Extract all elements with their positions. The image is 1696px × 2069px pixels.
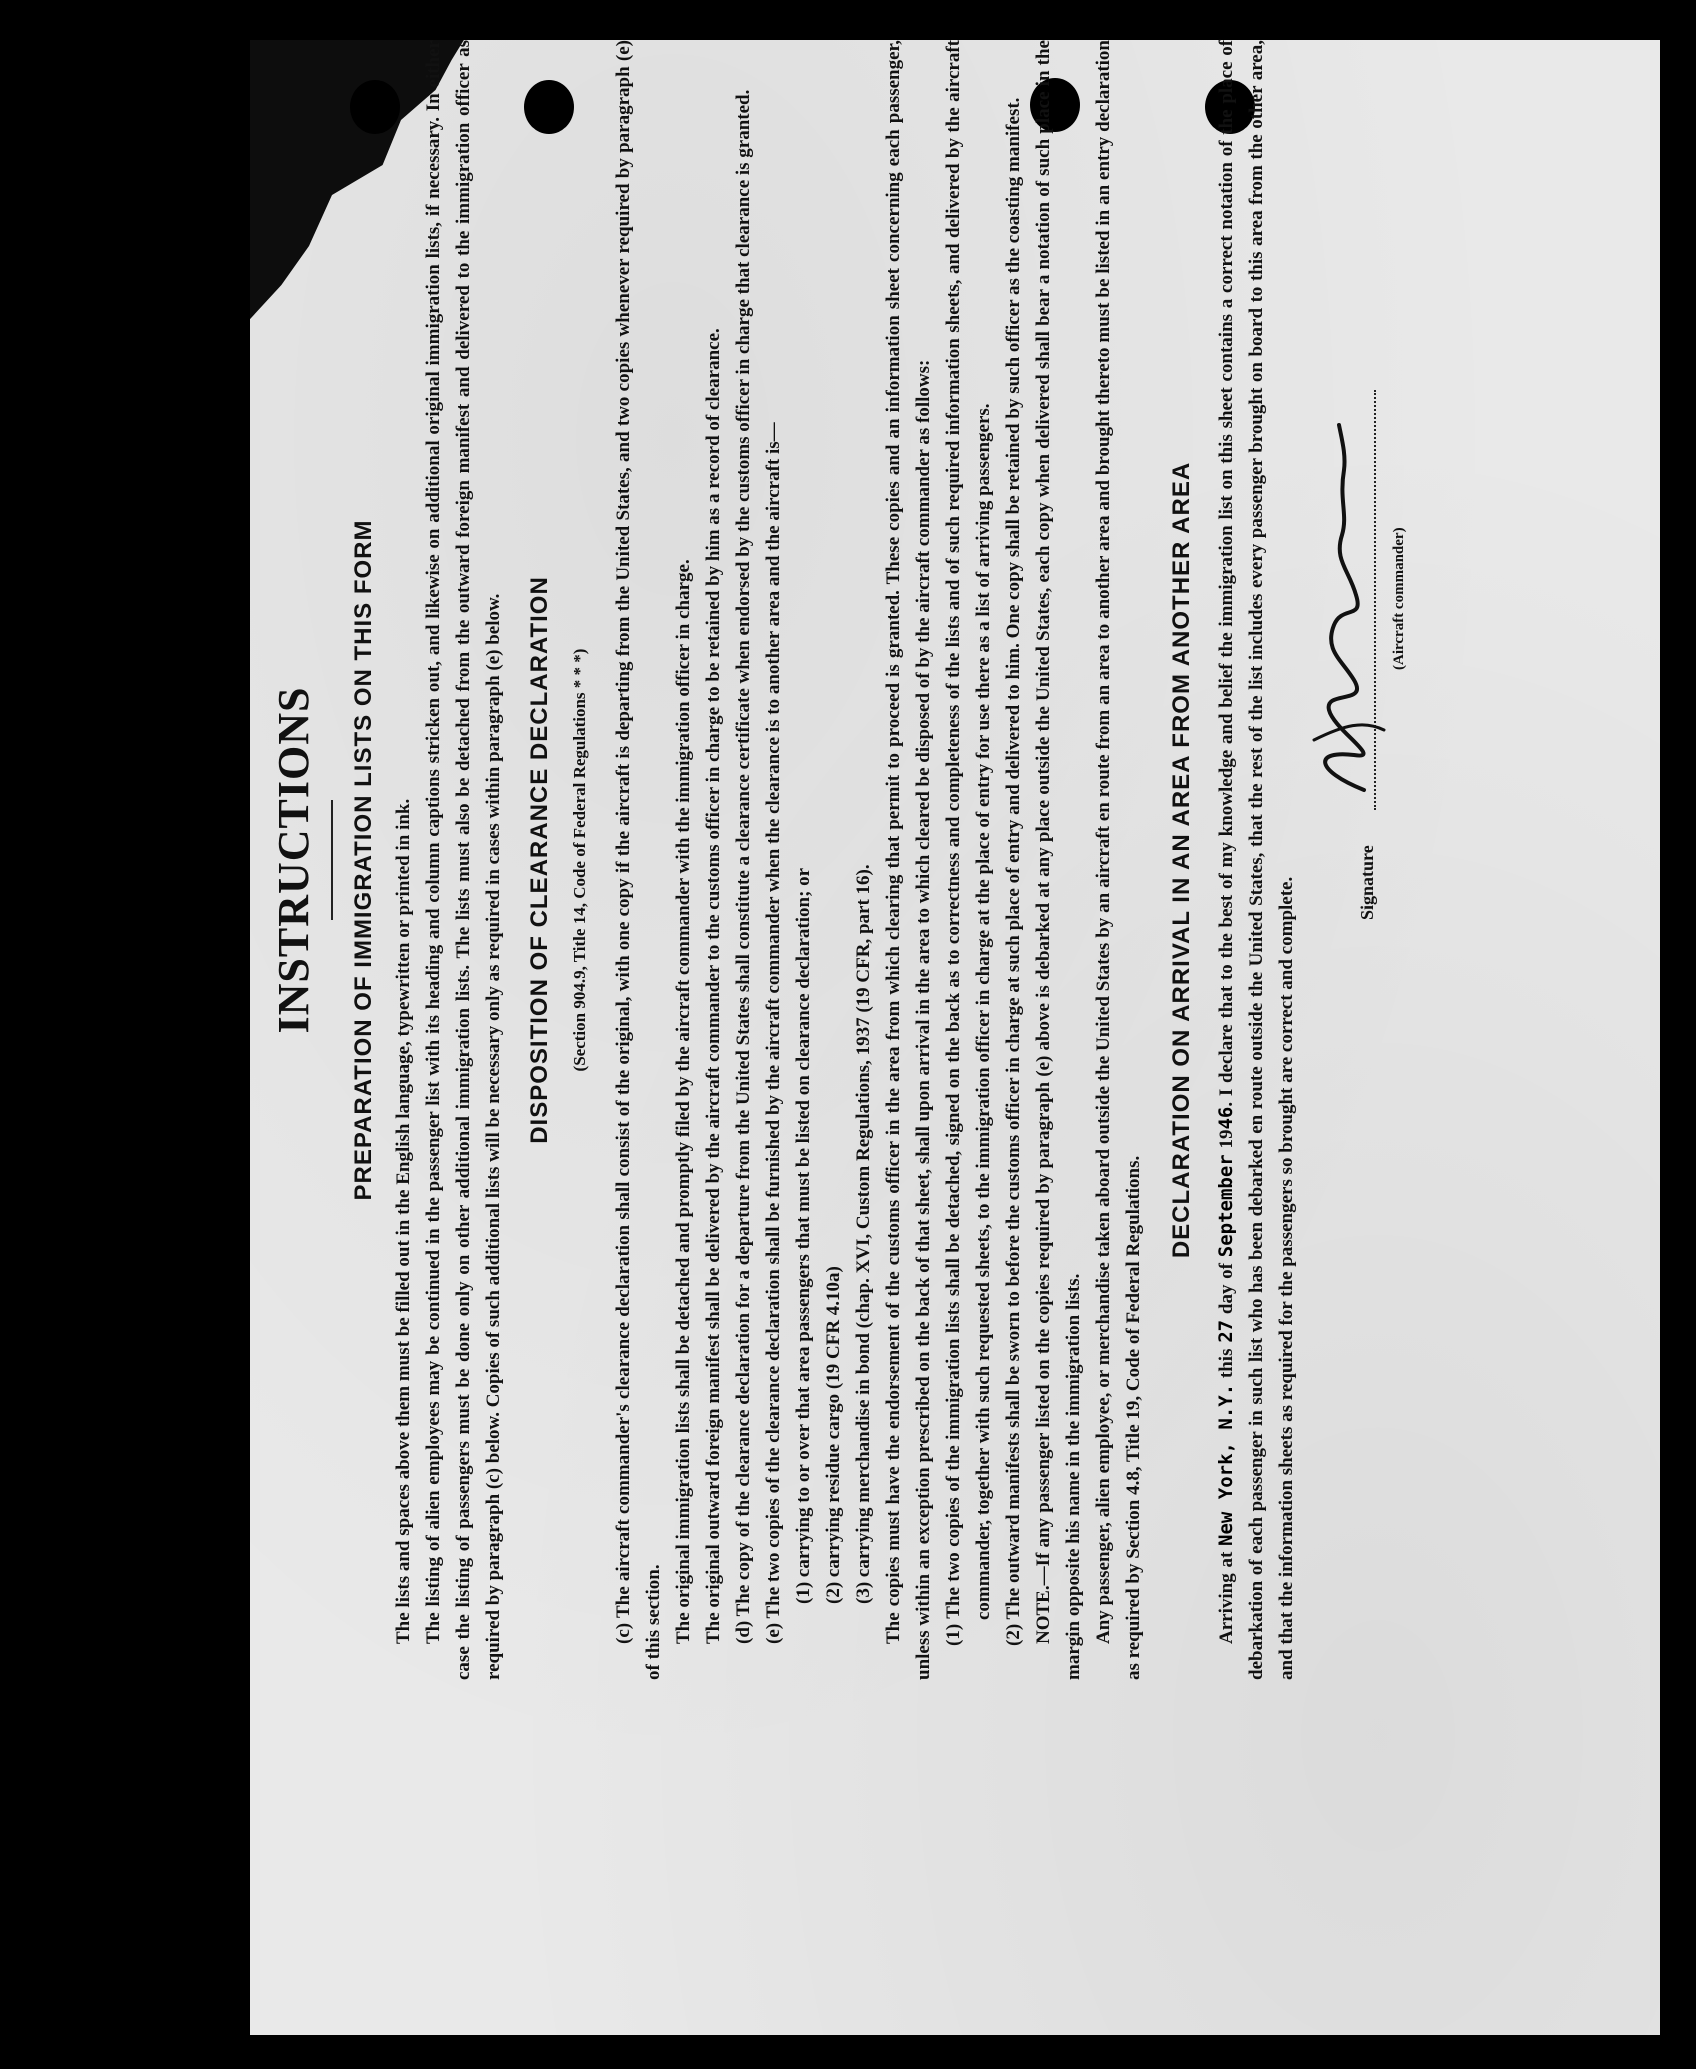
rotated-content [265,39,1407,1680]
clause-e-item: (2) carrying residue cargo (19 CFR 4.10a) [823,1266,844,1604]
document-title: INSTRUCTIONS [269,686,318,1034]
day-label: day of [1216,1262,1237,1315]
clause-e-dispose: (1) The two copies of the immigration lists shall be detached, signed on the back as to correctness and completeness of the lists and of such required information sheets, and delivered by the aircraft commander, together with such requested sheets, to the immigration officer in charge at the place of entry for use there as a list of arriving passengers. [943,40,994,1646]
declaration-text: I declare that to the best of my knowledge and belief the immigration list on this sheet contains a correct notation of the place of debarkation of each passenger in such list who has been debarked en route outside the United States, that the rest of the list includes every passenger brought on board to this area from the other area, and that the information sheets as required for the passengers so brought are correct and complete. [1216,39,1297,1680]
signature-block [1332,360,1422,920]
clause-c-2: The original outward foreign manifest shall be delivered by the aircraft commander to the customs officer in charge to be retained by him as a record of clearance. [703,328,724,1644]
section2-heading: DISPOSITION OF CLEARANCE DECLARATION [526,576,553,1144]
declaration-paragraph: Arriving at New York, N.Y. this 27 day of September 1946. I declare that to the best of my knowledge and belief the immigration list on this sheet contains a correct notation of the place of debarkation of each passenger in such list who has been debarked en route outside the United States, that the rest of the list includes every passenger brought on board to this area from the other area, and that the information sheets as required for the passengers so brought are correct and complete. [1215,39,1297,1680]
year-prefix: 19 [1216,1129,1237,1149]
arriving-at-value: New York, N.Y. [1215,1383,1237,1546]
clause-e-item: (3) carrying merchandise in bond (chap. XVI, Custom Regulations, 1937 (19 CFR, part 16). [853,864,874,1604]
clause-c-1: The original immigration lists shall be detached and promptly filed by the aircraft commander with the immigration officer in charge. [673,559,694,1644]
section1-paragraph: The lists and spaces above them must be filled out in the English language, typewritten or printed in ink. [393,798,414,1644]
section1-heading: PREPARATION OF IMMIGRATION LISTS ON THIS FORM [350,519,377,1201]
section1-paragraph: The listing of alien employees may be continued in the passenger list with its heading and column captions stricken out, and likewise on additional original immigration lists, if necessary. In either case the listing of passengers must be done only on other additional immigration lists. The lists must also be detached from the outward foreign manifest and delivered to the immigration officer as required by paragraph (c) below. Copies of such additional lists will be necessary only as required in cases within paragraph (e) below. [423,40,504,1680]
handwritten-signature [1294,420,1394,800]
note: NOTE.—If any passenger listed on the copies required by paragraph (e) above is debarked at any place outside the United States, each copy when delivered shall bear a notation of such place in the margin opposite his name in the immigration lists. [1033,40,1084,1680]
section2-subtitle: (Section 904.9, Title 14, Code of Federal Regulations * * *) [570,648,589,1072]
signature-caption: (Aircraft commander) [1391,527,1407,670]
title-rule [331,800,333,920]
signature-label: Signature [1357,845,1377,920]
day-value: 27 [1215,1319,1237,1343]
clause-e-dispose: (2) The outward manifests shall be sworn to before the customs officer in charge at such place of entry and delivered to him. One copy shall be retained by such officer as the coasting manifest. [1003,97,1024,1646]
month-value: September [1215,1154,1237,1258]
clause-e: (e) The two copies of the clearance declaration shall be furnished by the aircraft commander when the clearance is to another area and the aircraft is— [763,422,784,1644]
year-value: 46 [1215,1106,1237,1130]
this-label: this [1216,1348,1237,1379]
note-2: Any passenger, alien employee, or merchandise taken aboard outside the United States by an aircraft en route from an area to another area and brought thereto must be listed in an entry declaration as required by Section 4.8, Title 19, Code of Federal Regulations. [1093,40,1144,1680]
clause-d: (d) The copy of the clearance declaration for a departure from the United States shall constitute a clearance certificate when endorsed by the customs officer in charge that clearance is granted. [733,89,754,1644]
arriving-at-label: Arriving at [1216,1551,1237,1644]
clause-e-copies: The copies must have the endorsement of the customs officer in the area from which clearing that permit to proceed is granted. These copies and an information sheet concerning each passenger, unless within an exception prescribed on the back of that sheet, shall upon arrival in the area to which cleared be disposed of by the aircraft commander as follows: [883,40,934,1680]
clause-e-item: (1) carrying to or over that area passengers that must be listed on clearance declaration; or [793,867,814,1604]
section3-heading: DECLARATION ON ARRIVAL IN AN AREA FROM ANOTHER AREA [1168,461,1195,1259]
clause-c: (c) The aircraft commander's clearance declaration shall consist of the original, with one copy if the aircraft is departing from the United States, and two copies whenever required by paragraph (e) of this section. [613,40,664,1680]
